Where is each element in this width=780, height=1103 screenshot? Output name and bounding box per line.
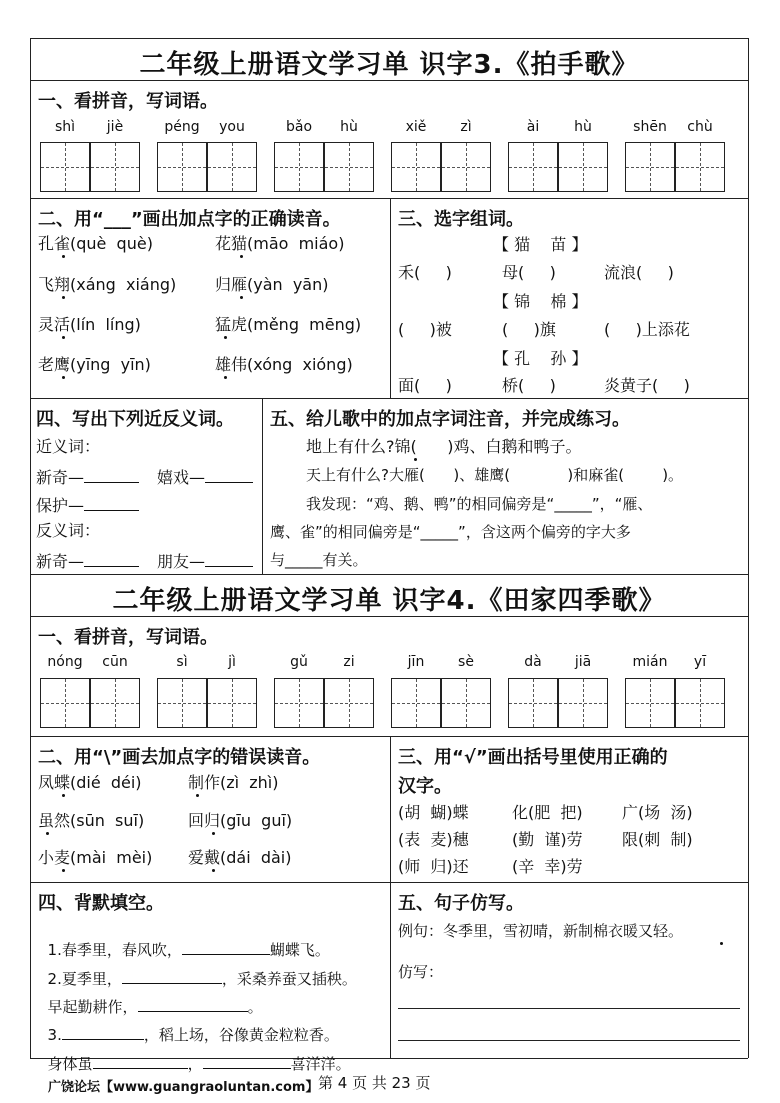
synonym-item: [157, 465, 253, 488]
word: 新奇—: [36, 552, 85, 571]
reading-item: 虽然(sūn suī): [38, 811, 145, 830]
text: 早起勤耕作，: [47, 998, 138, 1016]
pinyin: zi: [343, 654, 355, 670]
sheet1-s1-heading: 一、看拼音，写词语。: [38, 91, 218, 112]
choice-item: (表 麦)穗: [398, 830, 469, 849]
choice-item: (师 归)还: [398, 857, 469, 876]
pinyin: sè: [458, 654, 474, 670]
writing-box[interactable]: [90, 678, 140, 728]
sheet2-title: 二年级上册语文学习单 识字4.《田家四季歌》: [112, 586, 666, 616]
writing-box[interactable]: [157, 678, 207, 728]
source-footer: 广饶论坛【www.guangraoluntan.com】: [48, 1080, 319, 1095]
choice-item: 化(肥 把): [512, 803, 583, 822]
reading-item: 雄伟(xóng xióng): [215, 355, 353, 374]
emphasis-dot: [720, 942, 723, 945]
pinyin: xiě: [405, 119, 427, 135]
pinyin: nóng: [47, 654, 83, 670]
writing-box[interactable]: [324, 678, 374, 728]
pinyin: ài: [526, 119, 540, 135]
imitate-label: 仿写：: [398, 963, 444, 981]
pinyin: chù: [687, 119, 713, 135]
reading-item: 飞翔(xáng xiáng): [38, 275, 177, 294]
reading-item: 凤蝶(dié déi): [38, 773, 142, 792]
writing-box[interactable]: [274, 142, 324, 192]
reading-item: 孔雀(què què): [38, 234, 153, 253]
divider: [30, 882, 748, 883]
writing-box[interactable]: [40, 142, 90, 192]
divider: [262, 398, 263, 574]
reading-item: 制作(zì zhì): [188, 773, 279, 792]
emphasis-dot: [414, 458, 417, 461]
pinyin: hù: [340, 119, 358, 135]
emphasis-dot: [62, 296, 65, 299]
fill-item: ( )上添花: [604, 320, 690, 339]
writing-box[interactable]: [508, 678, 558, 728]
text: 蝴蝶飞。: [269, 941, 330, 959]
finding-line: 与_____有关。: [270, 551, 368, 569]
pinyin: jīn: [407, 654, 425, 670]
writing-box[interactable]: [391, 678, 441, 728]
answer-blank[interactable]: [93, 1052, 188, 1069]
reading-item: 猛虎(měng mēng): [215, 315, 362, 334]
reading-item: 花猫(māo miáo): [215, 234, 345, 253]
emphasis-dot: [212, 832, 215, 835]
pinyin: you: [219, 119, 245, 135]
choice-item: (辛 幸)劳: [512, 857, 583, 876]
char-choice: 【 猫 苗 】: [493, 235, 588, 254]
emphasis-dot: [62, 376, 65, 379]
writing-box[interactable]: [675, 142, 725, 192]
fill-item: ( )旗: [502, 320, 556, 339]
writing-box[interactable]: [441, 678, 491, 728]
pinyin: péng: [164, 119, 200, 135]
divider: [390, 736, 391, 882]
reading-item: 老鹰(yīng yīn): [38, 355, 151, 374]
answer-blank[interactable]: [84, 550, 139, 567]
writing-line[interactable]: [398, 1008, 740, 1009]
emphasis-dot: [240, 255, 243, 258]
emphasis-dot: [62, 336, 65, 339]
pinyin: jì: [228, 654, 236, 670]
sheet2-s4-heading: 四、背默填空。: [38, 893, 164, 914]
sheet2-s1-heading: 一、看拼音，写词语。: [38, 627, 218, 648]
word: 保护—: [36, 496, 85, 515]
emphasis-dot: [212, 869, 215, 872]
fill-item: 流浪( ): [604, 263, 674, 282]
writing-box[interactable]: [558, 678, 608, 728]
poem-line: 地上有什么?锦( )鸡、白鹅和鸭子。: [306, 437, 582, 456]
pinyin: gǔ: [290, 654, 308, 670]
divider: [390, 198, 391, 398]
fill-item: 母( ): [502, 263, 556, 282]
pinyin: sì: [176, 654, 188, 670]
synonym-label: 近义词：: [36, 437, 101, 456]
choice-item: (勤 谨)劳: [512, 830, 583, 849]
fill-item: ( )被: [398, 320, 452, 339]
writing-box[interactable]: [324, 142, 374, 192]
writing-box[interactable]: [90, 142, 140, 192]
text: 喜洋洋。: [290, 1055, 351, 1073]
fill-item: 炎黄子( ): [604, 376, 690, 395]
reading-item: 归雁(yàn yān): [215, 275, 329, 294]
page-number: 第 4 页 共 23 页: [318, 1074, 431, 1092]
emphasis-dot: [62, 255, 65, 258]
choice-item: 广(场 汤): [622, 803, 693, 822]
text: 2.夏季里，: [47, 970, 122, 988]
pinyin: bǎo: [285, 119, 313, 135]
sheet2-s2-heading: 二、用“\”画去加点字的错误读音。: [38, 747, 321, 768]
pinyin: zì: [460, 119, 472, 135]
pinyin: shì: [54, 119, 76, 135]
divider: [30, 736, 748, 737]
divider: [30, 198, 748, 199]
writing-box[interactable]: [508, 142, 558, 192]
emphasis-dot: [224, 376, 227, 379]
writing-box[interactable]: [391, 142, 441, 192]
pinyin: hù: [574, 119, 592, 135]
sheet2-s5-heading: 五、句子仿写。: [398, 893, 524, 914]
emphasis-dot: [196, 794, 199, 797]
fill-item: 禾( ): [398, 263, 452, 282]
writing-box[interactable]: [558, 142, 608, 192]
reading-item: 小麦(mài mèi): [38, 848, 153, 867]
text: ，稻上场，谷像黄金粒粒香。: [143, 1026, 339, 1044]
writing-box[interactable]: [625, 678, 675, 728]
reading-item: 灵活(lín líng): [38, 315, 141, 334]
sheet2-s3-heading: 三、用“√”画出括号里使用正确的: [398, 747, 668, 768]
answer-blank[interactable]: [84, 494, 139, 511]
border-right: [748, 38, 749, 1058]
writing-box[interactable]: [207, 678, 257, 728]
synonym-item: [36, 465, 139, 488]
answer-blank[interactable]: [205, 550, 253, 567]
text: ，采桑养蚕又插秧。: [221, 970, 357, 988]
char-choice: 【 锦 棉 】: [493, 292, 588, 311]
word: 嬉戏—: [157, 468, 206, 487]
writing-box[interactable]: [157, 142, 207, 192]
pinyin: cūn: [102, 654, 128, 670]
emphasis-dot: [240, 296, 243, 299]
sheet1-title: 二年级上册语文学习单 识字3.《拍手歌》: [139, 50, 639, 80]
fill-item: 桥( ): [502, 376, 556, 395]
recite-line: [38, 1034, 351, 1074]
choice-item: (胡 蝴)蝶: [398, 803, 469, 822]
finding-line: 鹰、雀”的相同偏旁是“_____”，含这两个偏旁的字大多: [270, 523, 631, 541]
reading-item: 回归(gīu guī): [188, 811, 293, 830]
sheet1-s4-heading: 四、写出下列近反义词。: [36, 409, 234, 430]
divider: [30, 574, 748, 575]
antonym-item: [157, 549, 253, 572]
emphasis-dot: [62, 794, 65, 797]
text: ，: [187, 1055, 203, 1073]
sheet1-s2-heading: 二、用“___”画出加点字的正确读音。: [38, 209, 341, 230]
border-top: [30, 38, 748, 39]
text: 1.春季里，春风吹，: [47, 941, 182, 959]
border-left: [30, 38, 31, 1058]
writing-box[interactable]: [274, 678, 324, 728]
pinyin: shēn: [633, 119, 667, 135]
sheet1-s3-heading: 三、选字组词。: [398, 209, 524, 230]
divider: [30, 398, 748, 399]
answer-blank[interactable]: [203, 1052, 291, 1069]
poem-line: 天上有什么?大雁( )、雄鹰( )和麻雀( )。: [306, 466, 684, 484]
example-sentence: 例句：冬季里，雪初晴，新制棉衣暖又轻。: [398, 922, 684, 940]
sheet1-s5-heading: 五、给儿歌中的加点字词注音，并完成练习。: [270, 409, 630, 430]
pinyin: jiè: [106, 119, 124, 135]
reading-item: 爱戴(dái dài): [188, 848, 292, 867]
text: 3.: [47, 1026, 62, 1044]
synonym-item: [36, 493, 139, 516]
word: 朋友—: [157, 552, 206, 571]
writing-box[interactable]: [441, 142, 491, 192]
emphasis-dot: [62, 869, 65, 872]
fill-item: 面( ): [398, 376, 452, 395]
choice-item: 限(刺 制): [622, 830, 693, 849]
writing-box[interactable]: [625, 142, 675, 192]
antonym-label: 反义词：: [36, 521, 101, 540]
writing-box[interactable]: [675, 678, 725, 728]
pinyin: mián: [632, 654, 668, 670]
antonym-item: [36, 549, 139, 572]
writing-box[interactable]: [207, 142, 257, 192]
sheet2-s3-heading-cont: 汉字。: [398, 776, 452, 797]
writing-line[interactable]: [398, 1040, 740, 1041]
word: 新奇—: [36, 468, 85, 487]
answer-blank[interactable]: [205, 466, 253, 483]
pinyin: jiā: [574, 654, 592, 670]
char-choice: 【 孔 孙 】: [493, 349, 588, 368]
finding-line: 我发现：“鸡、鹅、鸭”的相同偏旁是“_____”，“雁、: [306, 495, 653, 513]
pinyin: yī: [693, 654, 707, 670]
writing-box[interactable]: [40, 678, 90, 728]
text: 身体虽: [47, 1055, 93, 1073]
emphasis-dot: [46, 832, 49, 835]
answer-blank[interactable]: [84, 466, 139, 483]
divider: [390, 882, 391, 1058]
emphasis-dot: [224, 336, 227, 339]
text: 。: [247, 998, 263, 1016]
pinyin: dà: [524, 654, 542, 670]
